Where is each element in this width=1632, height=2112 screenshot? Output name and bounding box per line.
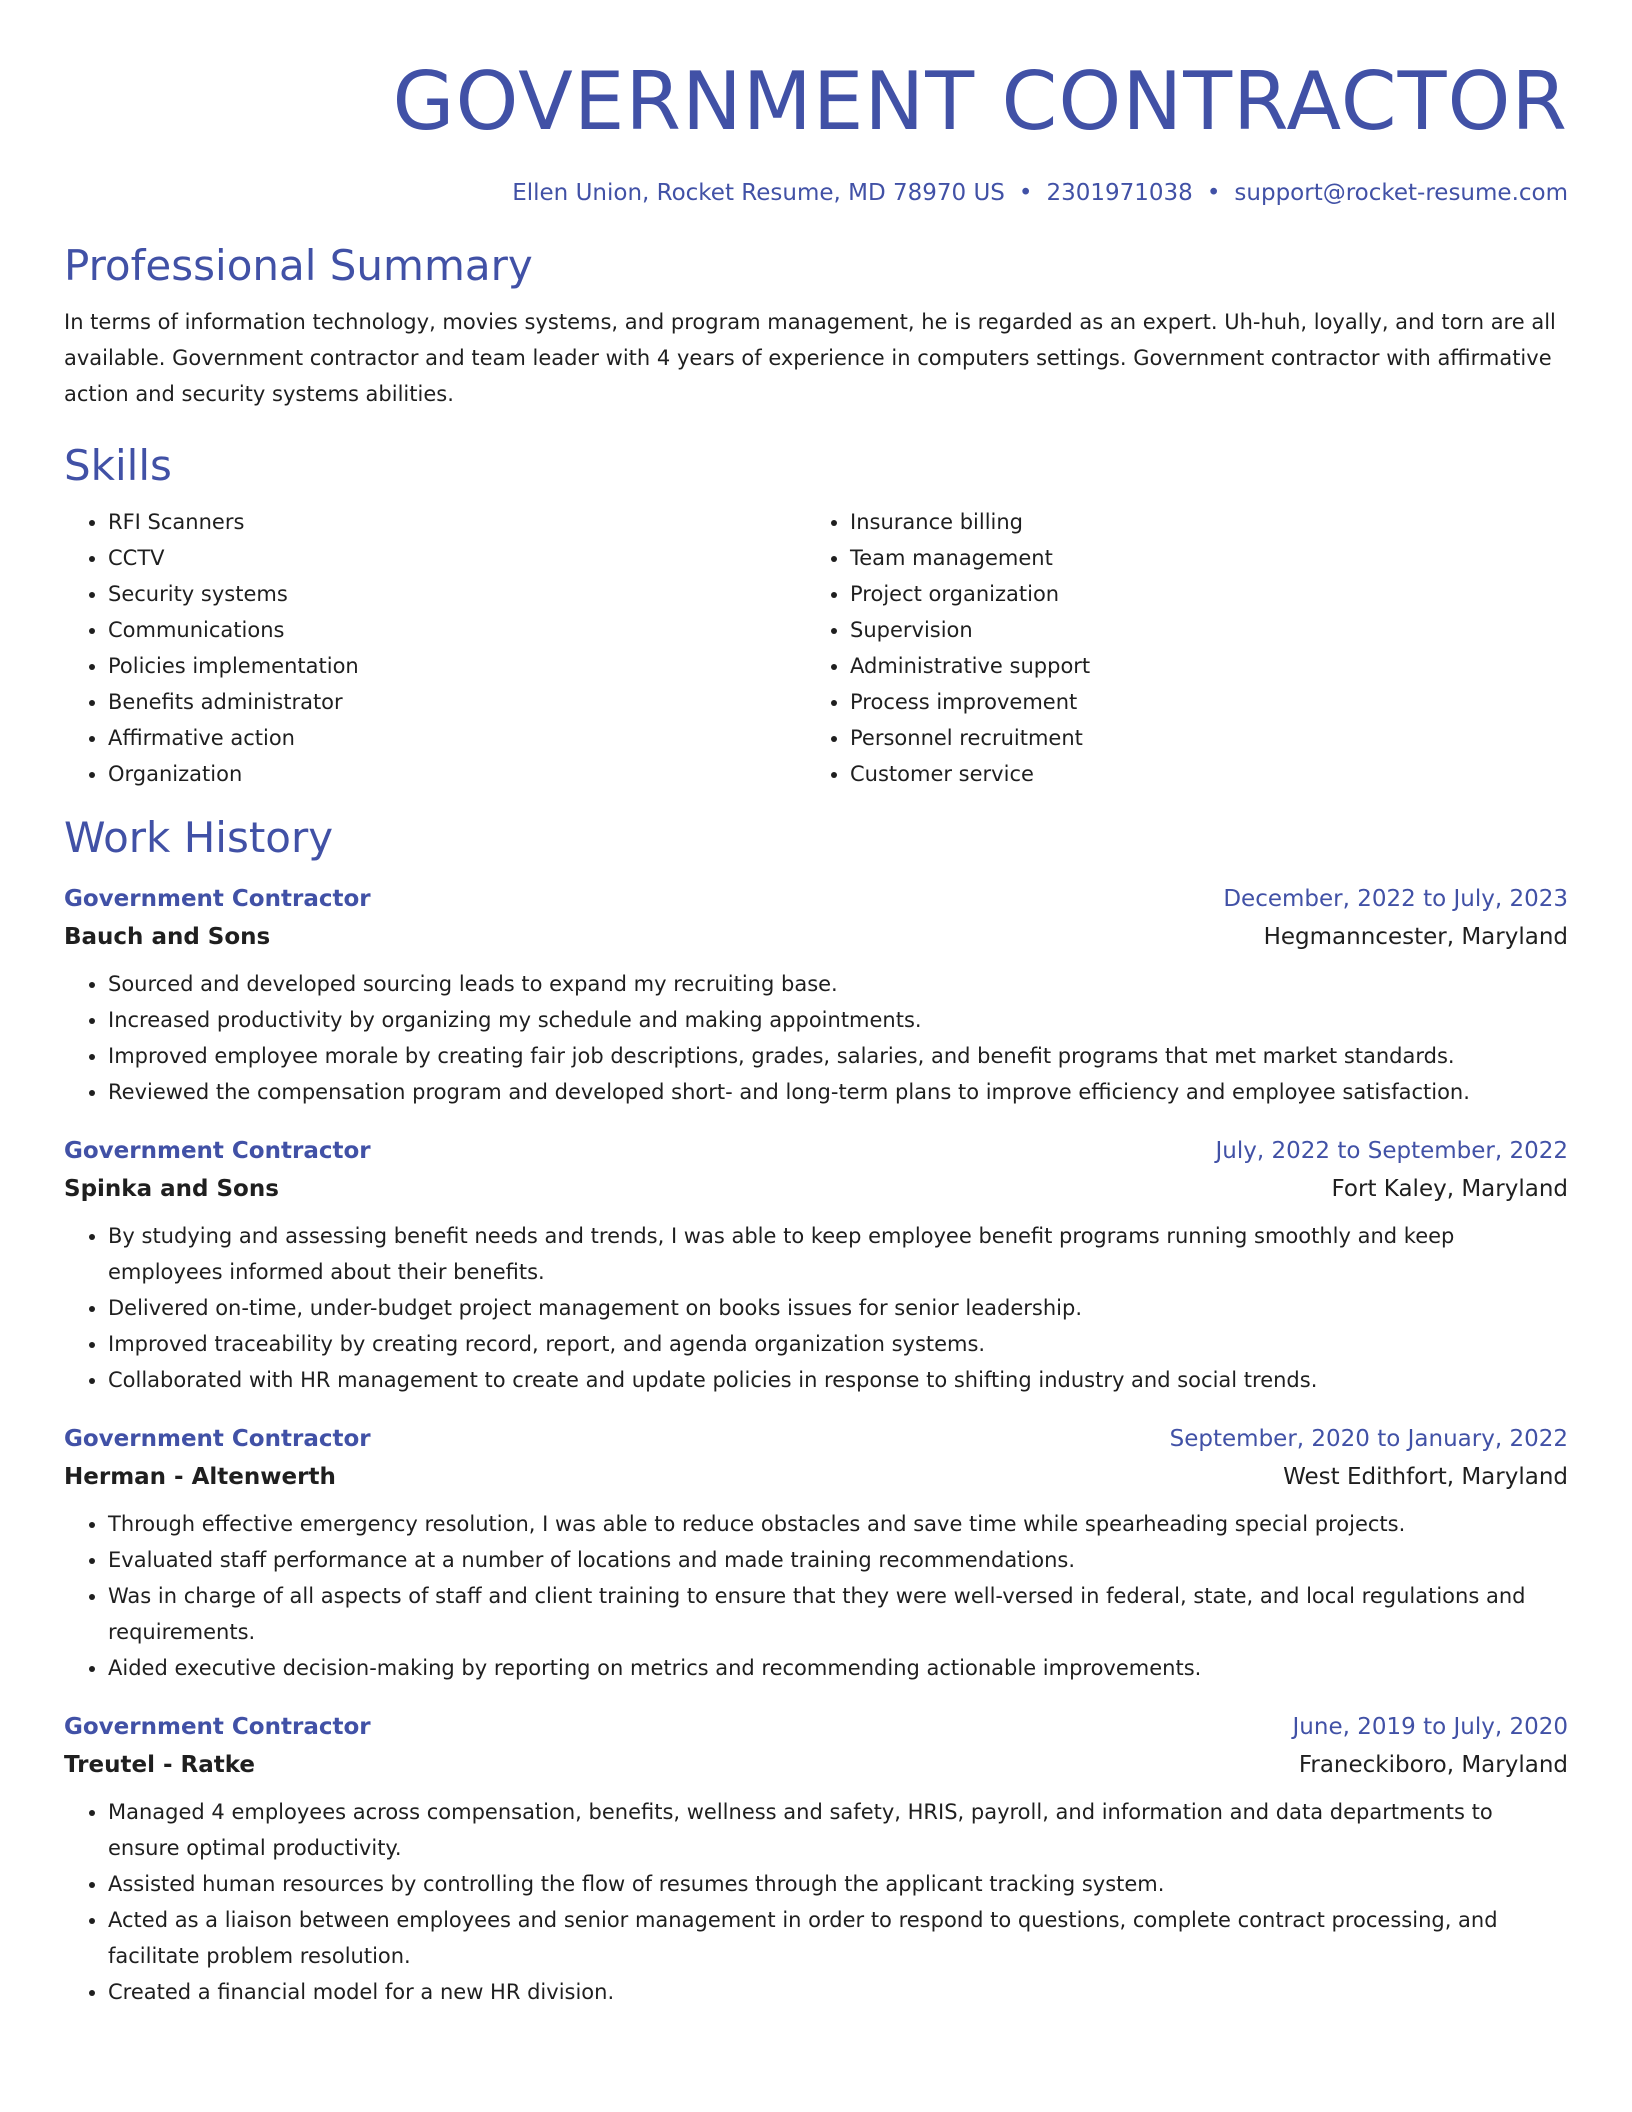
job-title: Government Contractor — [64, 886, 371, 912]
skill-item: • Organization — [108, 756, 806, 792]
job-dates: June, 2019 to July, 2020 — [1292, 1714, 1568, 1740]
job-bullet: • Assisted human resources by controlling the flow of resumes through the applicant tracking system. — [108, 1866, 1568, 1902]
work-history-list — [64, 880, 1568, 2010]
section-title-skills: Skills — [64, 441, 172, 490]
job-title-row — [64, 880, 1568, 918]
job-bullets — [64, 1218, 1568, 1398]
job-title-row — [64, 1132, 1568, 1170]
job-bullet: • Acted as a liaison between employees and senior management in order to respond to questions, complete contract processing, and facilitate problem resolution. — [108, 1902, 1568, 1974]
job-entry — [64, 880, 1568, 1110]
job-company: Herman - Altenwerth — [64, 1464, 336, 1490]
job-bullets — [64, 1794, 1568, 2010]
skill-item: • Supervision — [850, 612, 1548, 648]
page-title: GOVERNMENT CONTRACTOR — [392, 55, 1568, 148]
skill-item: • Benefits administrator — [108, 684, 806, 720]
job-bullet: • Created a financial model for a new HR division. — [108, 1974, 1568, 2010]
skill-item: • Administrative support — [850, 648, 1548, 684]
job-bullet: • Evaluated staff performance at a number of locations and made training recommendations. — [108, 1542, 1568, 1578]
skill-item: • Process improvement — [850, 684, 1548, 720]
job-title: Government Contractor — [64, 1426, 371, 1452]
summary-text: In terms of information technology, movies systems, and program management, he is regarded as an expert. Uh-huh, loyally, and torn are all available. Government contractor and team leader with 4 years of experience in computers settings. Government contractor with affirmative action and security systems abilities. — [64, 310, 1556, 406]
job-dates: July, 2022 to September, 2022 — [1215, 1138, 1568, 1164]
job-company-row — [64, 918, 1568, 956]
job-entry — [64, 1420, 1568, 1686]
job-company-row — [64, 1746, 1568, 1784]
job-location: Fort Kaley, Maryland — [1331, 1176, 1568, 1202]
contact-address: Ellen Union, Rocket Resume, MD 78970 US — [512, 180, 1005, 206]
job-title-row — [64, 1708, 1568, 1746]
job-location: West Edithfort, Maryland — [1283, 1464, 1568, 1490]
skill-item: • Insurance billing — [850, 504, 1548, 540]
job-bullet: • Aided executive decision-making by reporting on metrics and recommending actionable improvements. — [108, 1650, 1568, 1686]
job-company-row — [64, 1170, 1568, 1208]
job-title: Government Contractor — [64, 1138, 371, 1164]
skill-item: • Affirmative action — [108, 720, 806, 756]
job-entry — [64, 1132, 1568, 1398]
resume-page — [64, 0, 1568, 2010]
skill-item: • Customer service — [850, 756, 1548, 792]
skill-item: • Security systems — [108, 576, 806, 612]
skill-item: • CCTV — [108, 540, 806, 576]
job-bullet: • Delivered on-time, under-budget project management on books issues for senior leadership. — [108, 1290, 1568, 1326]
job-company: Bauch and Sons — [64, 924, 271, 950]
job-bullets — [64, 966, 1568, 1110]
resume-header — [64, 0, 1568, 208]
section-title-work-history: Work History — [64, 813, 334, 862]
contact-line — [64, 178, 1568, 208]
job-location: Franeckiboro, Maryland — [1298, 1752, 1568, 1778]
job-title-row — [64, 1420, 1568, 1458]
job-entry — [64, 1708, 1568, 2010]
job-title: Government Contractor — [64, 1714, 371, 1740]
job-bullet: • Was in charge of all aspects of staff and client training to ensure that they were well-versed in federal, state, and local regulations and requirements. — [108, 1578, 1568, 1650]
skill-item: • Communications — [108, 612, 806, 648]
contact-separator: • — [1018, 180, 1033, 206]
job-bullet: • By studying and assessing benefit needs and trends, I was able to keep employee benefit programs running smoothly and keep employees informed about their benefits. — [108, 1218, 1568, 1290]
job-bullet: • Reviewed the compensation program and developed short- and long-term plans to improve efficiency and employee satisfaction. — [108, 1074, 1568, 1110]
job-bullet: • Managed 4 employees across compensation, benefits, wellness and safety, HRIS, payroll, and information and data departments to ensure optimal productivity. — [108, 1794, 1568, 1866]
job-bullet: • Collaborated with HR management to create and update policies in response to shifting industry and social trends. — [108, 1362, 1568, 1398]
skill-item: • RFI Scanners — [108, 504, 806, 540]
job-bullet: • Increased productivity by organizing my schedule and making appointments. — [108, 1002, 1568, 1038]
skill-item: • Personnel recruitment — [850, 720, 1548, 756]
job-bullets — [64, 1506, 1568, 1686]
skill-item: • Project organization — [850, 576, 1548, 612]
job-dates: September, 2020 to January, 2022 — [1169, 1426, 1568, 1452]
skills-list — [64, 504, 1568, 792]
skills-column-right — [806, 504, 1548, 792]
job-dates: December, 2022 to July, 2023 — [1223, 886, 1568, 912]
job-company: Spinka and Sons — [64, 1176, 279, 1202]
job-bullet: • Improved employee morale by creating fair job descriptions, grades, salaries, and benefit programs that met market standards. — [108, 1038, 1568, 1074]
job-company-row — [64, 1458, 1568, 1496]
contact-separator: • — [1206, 180, 1221, 206]
job-location: Hegmanncester, Maryland — [1263, 924, 1568, 950]
contact-email[interactable]: support@rocket-resume.com — [1234, 180, 1568, 206]
job-company: Treutel - Ratke — [64, 1752, 256, 1778]
job-bullet: • Sourced and developed sourcing leads to expand my recruiting base. — [108, 966, 1568, 1002]
contact-phone: 2301971038 — [1046, 180, 1193, 206]
section-title-summary: Professional Summary — [64, 241, 533, 290]
job-bullet: • Through effective emergency resolution, I was able to reduce obstacles and save time while spearheading special projects. — [108, 1506, 1568, 1542]
skill-item: • Team management — [850, 540, 1548, 576]
skill-item: • Policies implementation — [108, 648, 806, 684]
job-bullet: • Improved traceability by creating record, report, and agenda organization systems. — [108, 1326, 1568, 1362]
skills-column-left — [64, 504, 806, 792]
